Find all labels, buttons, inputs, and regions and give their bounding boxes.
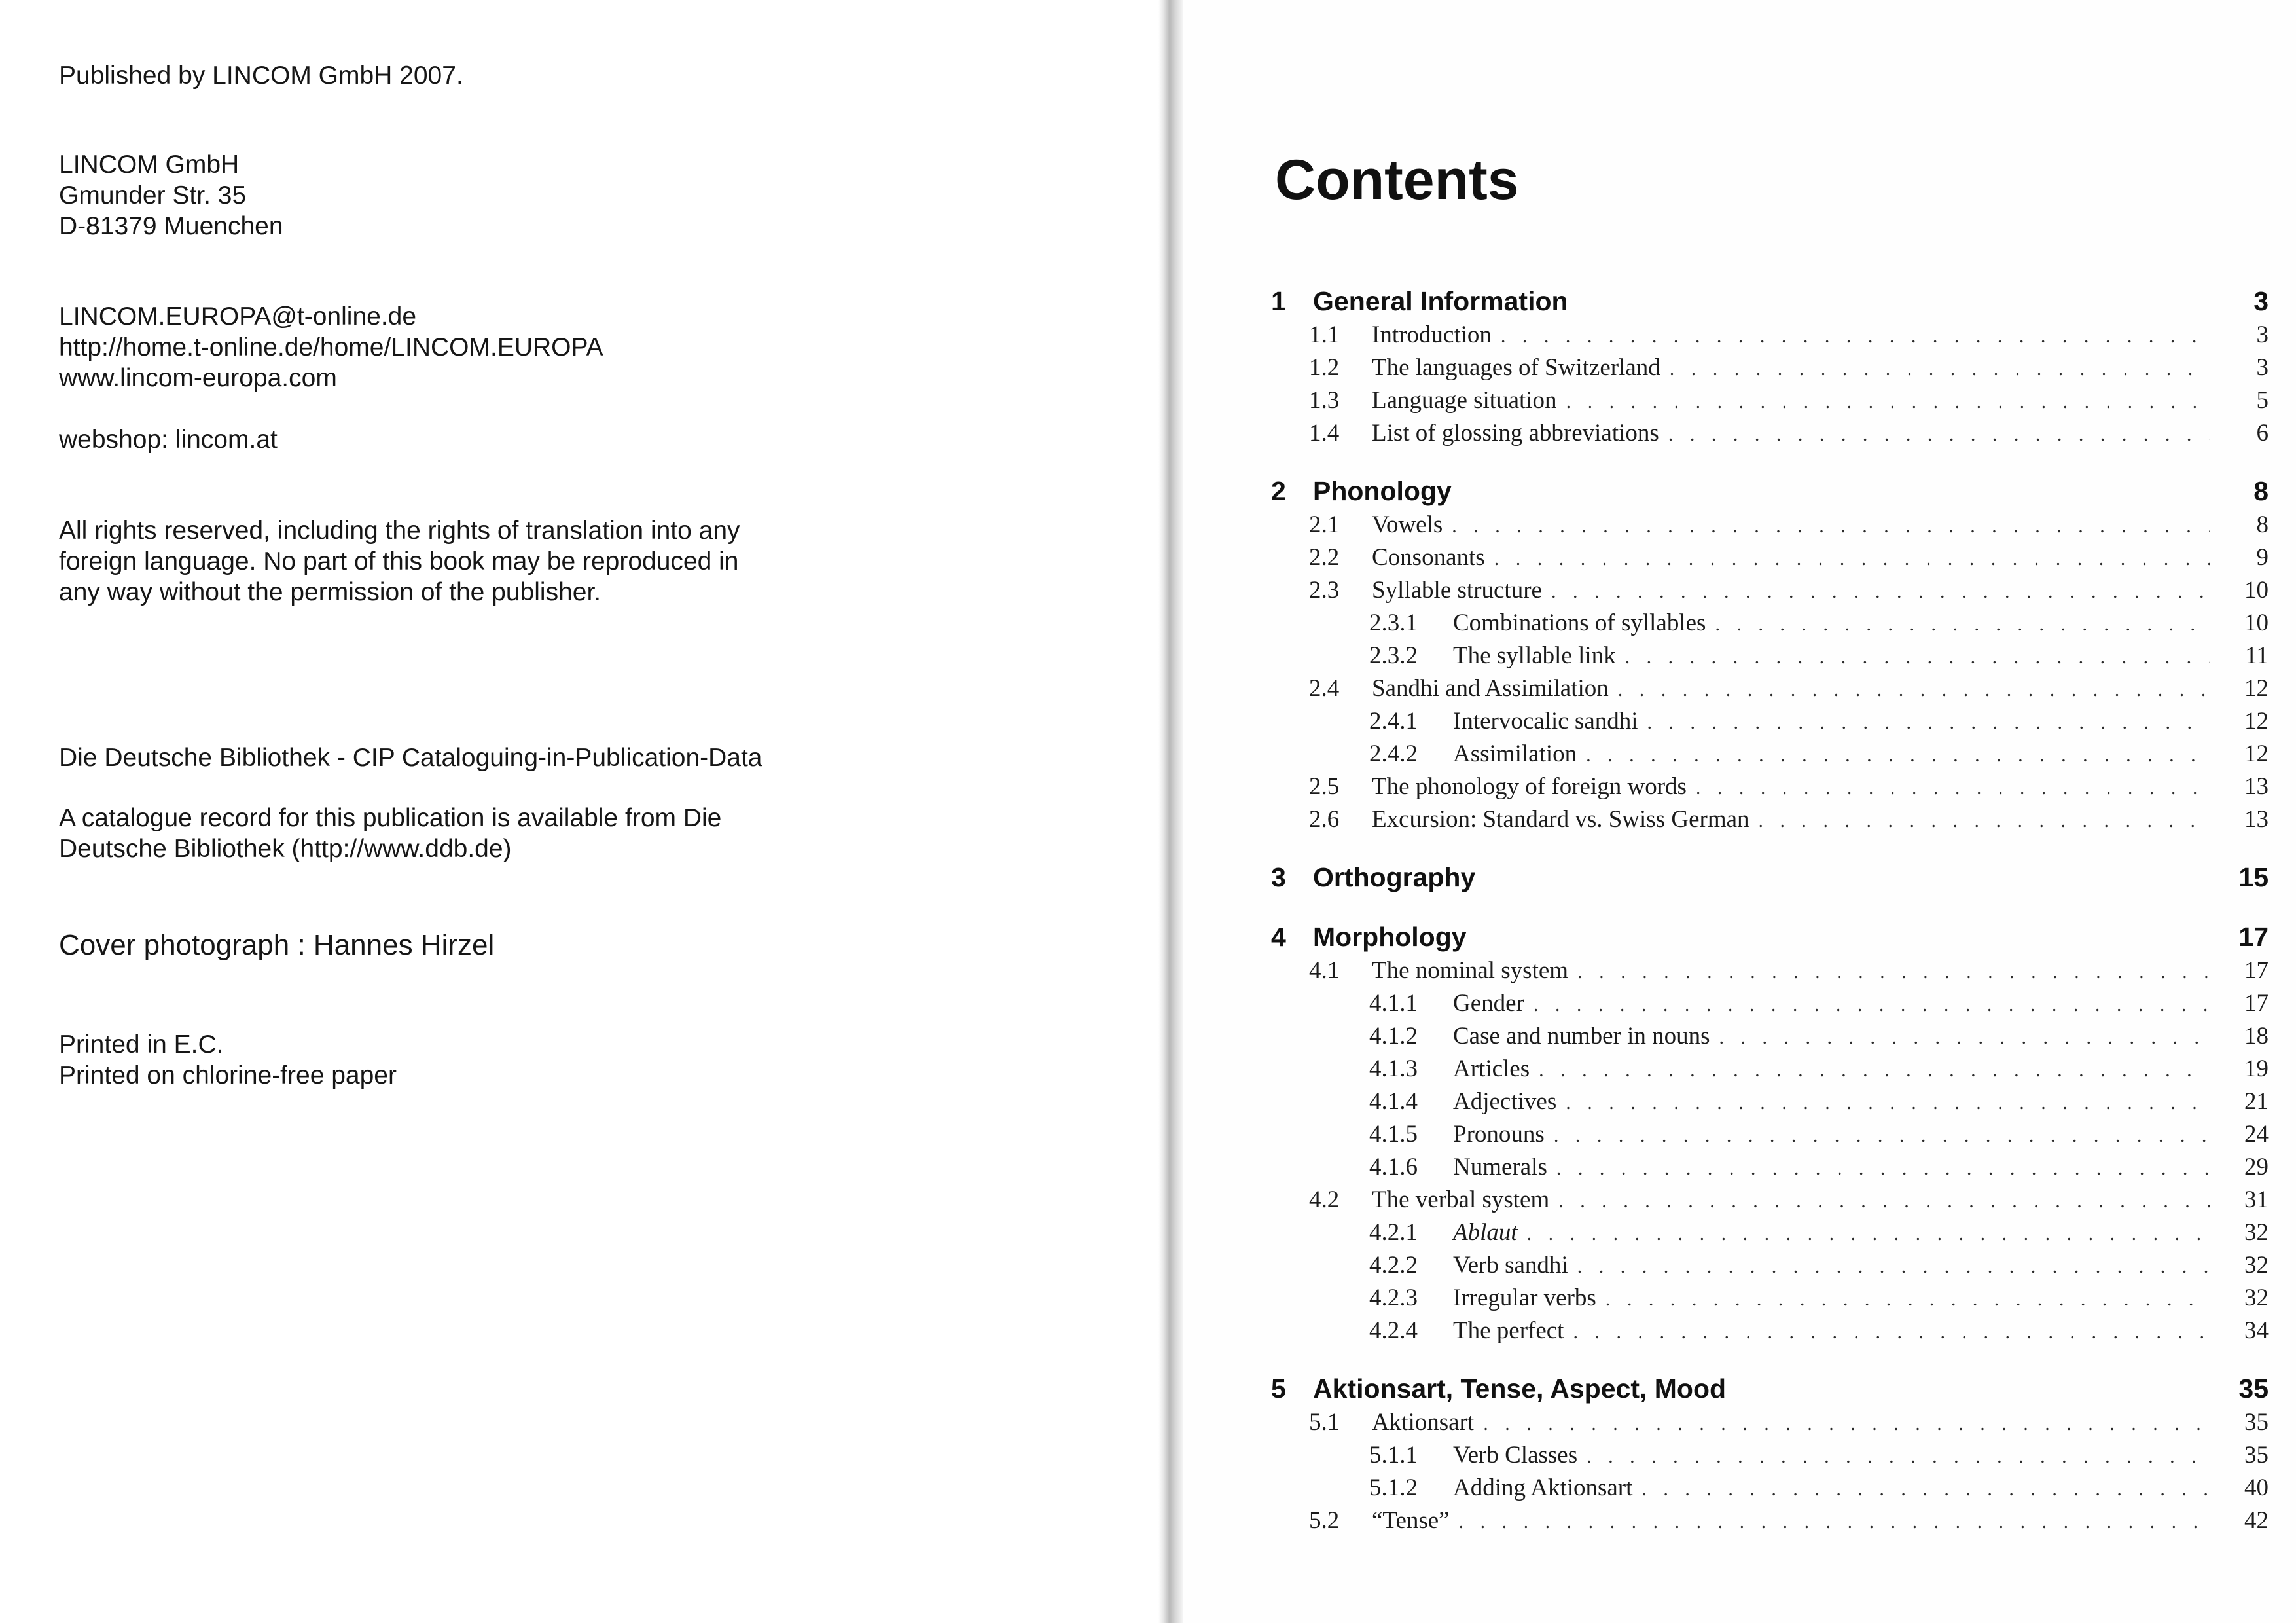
page-number: 29 <box>2244 1154 2269 1180</box>
page-number: 8 <box>2253 476 2269 506</box>
section-number: 5.2 <box>1309 1507 1340 1534</box>
section-title: Sandhi and Assimilation <box>1372 675 1609 702</box>
chapter-title: Aktionsart, Tense, Aspect, Mood <box>1313 1374 1727 1404</box>
book-gutter <box>1158 0 1183 1623</box>
page-number: 12 <box>2244 740 2269 767</box>
dot-leader <box>1452 515 2210 541</box>
toc-subsection[interactable] <box>1369 1251 2269 1284</box>
dot-leader <box>1587 1446 2210 1472</box>
toc-section[interactable] <box>1309 419 2269 452</box>
dot-leader <box>1577 1256 2210 1282</box>
subsection-number: 4.2.3 <box>1369 1285 1418 1311</box>
toc-section[interactable] <box>1309 1186 2269 1218</box>
page-number: 3 <box>2253 286 2269 316</box>
toc-section[interactable] <box>1309 674 2269 707</box>
subsection-number: 2.3.1 <box>1369 610 1418 636</box>
subsection-number: 5.1.1 <box>1369 1442 1418 1468</box>
contents-heading: Contents <box>1275 149 1519 211</box>
toc-section[interactable] <box>1309 321 2269 354</box>
toc-section[interactable] <box>1309 386 2269 419</box>
subsection-number: 2.3.2 <box>1369 642 1418 669</box>
homepage-link[interactable]: http://home.t-online.de/home/LINCOM.EUROPA <box>59 333 603 361</box>
subsection-number: 4.1.6 <box>1369 1154 1418 1180</box>
section-title: “Tense” <box>1372 1507 1450 1534</box>
page-number: 19 <box>2244 1055 2269 1082</box>
dot-leader <box>1566 1092 2210 1118</box>
toc-subsection[interactable] <box>1369 1087 2269 1120</box>
address-line: D-81379 Muenchen <box>59 212 283 240</box>
toc-subsection[interactable] <box>1369 1474 2269 1506</box>
toc-subsection[interactable] <box>1369 1153 2269 1186</box>
page-number: 21 <box>2244 1088 2269 1115</box>
subsection-number: 4.2.2 <box>1369 1252 1418 1279</box>
page-number: 17 <box>2244 990 2269 1017</box>
toc-subsection[interactable] <box>1369 1218 2269 1251</box>
website-link[interactable]: www.lincom-europa.com <box>59 364 337 392</box>
dot-leader <box>1501 325 2210 352</box>
section-title: List of glossing abbreviations <box>1372 420 1659 447</box>
toc-subsection[interactable] <box>1369 1441 2269 1474</box>
chapter-title: General Information <box>1313 286 1568 316</box>
page-number: 35 <box>2238 1374 2269 1404</box>
subsection-title: The perfect <box>1453 1317 1564 1344</box>
rights-text: foreign language. No part of this book may be reproduced in <box>59 547 739 575</box>
page-number: 3 <box>2256 321 2269 348</box>
dot-leader <box>1534 994 2210 1020</box>
toc-chapter-2[interactable] <box>1271 476 2269 513</box>
page-number: 10 <box>2244 577 2269 604</box>
section-number: 2.4 <box>1309 675 1340 702</box>
toc-subsection[interactable] <box>1369 1317 2269 1349</box>
toc-section[interactable] <box>1309 1408 2269 1441</box>
dot-leader <box>1719 1027 2210 1053</box>
subsection-title: Case and number in nouns <box>1453 1023 1710 1049</box>
dot-leader <box>1715 613 2210 640</box>
section-title: The verbal system <box>1372 1186 1550 1213</box>
address-line: Gmunder Str. 35 <box>59 181 247 210</box>
page-number: 9 <box>2256 544 2269 571</box>
page-number: 17 <box>2238 922 2269 952</box>
publisher-line: Published by LINCOM GmbH 2007. <box>59 62 463 90</box>
cover-photo-credit: Cover photograph : Hannes Hirzel <box>59 929 495 961</box>
dot-leader <box>1605 1288 2210 1315</box>
chapter-number: 1 <box>1271 286 1286 316</box>
address-line: LINCOM GmbH <box>59 151 240 179</box>
toc-subsection[interactable] <box>1369 642 2269 674</box>
section-number: 1.3 <box>1309 387 1340 414</box>
dot-leader <box>1483 1413 2210 1439</box>
page-number: 35 <box>2244 1442 2269 1468</box>
dot-leader <box>1539 1059 2210 1085</box>
section-title: Language situation <box>1372 387 1557 414</box>
toc-section[interactable] <box>1309 957 2269 989</box>
toc-section[interactable] <box>1309 511 2269 543</box>
section-number: 2.6 <box>1309 806 1340 833</box>
page-number: 42 <box>2244 1507 2269 1534</box>
page-number: 32 <box>2244 1285 2269 1311</box>
subsection-title: Ablaut <box>1453 1219 1518 1246</box>
chapter-number: 4 <box>1271 922 1286 952</box>
dot-leader <box>1670 358 2210 384</box>
subsection-number: 2.4.1 <box>1369 708 1418 735</box>
subsection-number: 5.1.2 <box>1369 1474 1418 1501</box>
dot-leader <box>1586 744 2210 771</box>
subsection-title: Pronouns <box>1453 1121 1545 1148</box>
subsection-title: Assimilation <box>1453 740 1577 767</box>
chapter-title: Morphology <box>1313 922 1467 952</box>
rights-text: any way without the permission of the publisher. <box>59 578 601 606</box>
printed-line: Printed on chlorine-free paper <box>59 1061 397 1089</box>
toc-section[interactable] <box>1309 576 2269 609</box>
page-number: 40 <box>2244 1474 2269 1501</box>
toc-subsection[interactable] <box>1369 1055 2269 1087</box>
chapter-title: Phonology <box>1313 476 1452 506</box>
section-number: 2.5 <box>1309 773 1340 800</box>
page-number: 11 <box>2245 642 2269 669</box>
dot-leader <box>1618 679 2210 705</box>
subsection-number: 4.2.1 <box>1369 1219 1418 1246</box>
page-number: 13 <box>2244 806 2269 833</box>
section-number: 2.2 <box>1309 544 1340 571</box>
subsection-number: 4.1.4 <box>1369 1088 1418 1115</box>
toc-chapter-5[interactable] <box>1271 1374 2269 1410</box>
toc-subsection[interactable] <box>1369 989 2269 1022</box>
subsection-number: 4.1.5 <box>1369 1121 1418 1148</box>
subsection-number: 2.4.2 <box>1369 740 1418 767</box>
section-title: Excursion: Standard vs. Swiss German <box>1372 806 1749 833</box>
section-number: 4.2 <box>1309 1186 1340 1213</box>
subsection-title: Verb sandhi <box>1453 1252 1568 1279</box>
printed-line: Printed in E.C. <box>59 1030 224 1059</box>
dot-leader <box>1641 1478 2210 1504</box>
page-number: 32 <box>2244 1252 2269 1279</box>
subsection-title: Articles <box>1453 1055 1530 1082</box>
toc-subsection[interactable] <box>1369 609 2269 642</box>
toc-subsection[interactable] <box>1369 1022 2269 1055</box>
subsection-number: 4.2.4 <box>1369 1317 1418 1344</box>
dot-leader <box>1696 777 2210 803</box>
subsection-title: The syllable link <box>1453 642 1616 669</box>
section-number: 2.1 <box>1309 511 1340 538</box>
dot-leader <box>1554 1125 2210 1151</box>
section-title: Introduction <box>1372 321 1492 348</box>
page-number: 12 <box>2244 708 2269 735</box>
toc-section[interactable] <box>1309 773 2269 805</box>
chapter-number: 3 <box>1271 862 1286 892</box>
subsection-number: 4.1.1 <box>1369 990 1418 1017</box>
page-number: 32 <box>2244 1219 2269 1246</box>
page-number: 34 <box>2244 1317 2269 1344</box>
subsection-title: Verb Classes <box>1453 1442 1578 1468</box>
section-number: 1.1 <box>1309 321 1340 348</box>
subsection-title: Intervocalic sandhi <box>1453 708 1638 735</box>
dot-leader <box>1556 1158 2210 1184</box>
page-number: 31 <box>2244 1186 2269 1213</box>
section-number: 2.3 <box>1309 577 1340 604</box>
email-link[interactable]: LINCOM.EUROPA@t-online.de <box>59 302 417 331</box>
toc-subsection[interactable] <box>1369 1120 2269 1153</box>
subsection-title: Adjectives <box>1453 1088 1557 1115</box>
section-number: 1.2 <box>1309 354 1340 381</box>
section-title: The phonology of foreign words <box>1372 773 1687 800</box>
chapter-number: 5 <box>1271 1374 1286 1404</box>
section-title: The languages of Switzerland <box>1372 354 1660 381</box>
toc-chapter-4[interactable] <box>1271 922 2269 958</box>
section-title: The nominal system <box>1372 957 1569 984</box>
dot-leader <box>1494 548 2210 574</box>
subsection-title: Combinations of syllables <box>1453 610 1706 636</box>
page-number: 5 <box>2256 387 2269 414</box>
section-number: 1.4 <box>1309 420 1340 447</box>
subsection-title: Gender <box>1453 990 1524 1017</box>
cip-heading: Die Deutsche Bibliothek - CIP Cataloguing-in-Publication-Data <box>59 744 762 772</box>
page-number: 24 <box>2244 1121 2269 1148</box>
toc-section[interactable] <box>1309 354 2269 386</box>
dot-leader <box>1668 424 2210 450</box>
page-number: 8 <box>2256 511 2269 538</box>
toc-subsection[interactable] <box>1369 1284 2269 1317</box>
page-number: 35 <box>2244 1409 2269 1436</box>
page-number: 10 <box>2244 610 2269 636</box>
chapter-number: 2 <box>1271 476 1286 506</box>
rights-text: All rights reserved, including the rights of translation into any <box>59 517 740 545</box>
dot-leader <box>1551 581 2210 607</box>
catalogue-text: A catalogue record for this publication is available from Die <box>59 804 722 832</box>
dot-leader <box>1625 646 2210 672</box>
toc-chapter-1[interactable] <box>1271 286 2269 323</box>
section-title: Syllable structure <box>1372 577 1542 604</box>
dot-leader <box>1527 1223 2210 1249</box>
section-title: Vowels <box>1372 511 1443 538</box>
dot-leader <box>1759 810 2210 836</box>
page-number: 18 <box>2244 1023 2269 1049</box>
toc-section[interactable] <box>1309 805 2269 838</box>
toc-section[interactable] <box>1309 543 2269 576</box>
toc-chapter-3[interactable] <box>1271 862 2269 899</box>
section-title: Consonants <box>1372 544 1485 571</box>
section-title: Aktionsart <box>1372 1409 1475 1436</box>
section-number: 4.1 <box>1309 957 1340 984</box>
webshop-line: webshop: lincom.at <box>59 426 278 454</box>
page-number: 3 <box>2256 354 2269 381</box>
page-number: 6 <box>2256 420 2269 447</box>
dot-leader <box>1558 1190 2210 1216</box>
catalogue-text: Deutsche Bibliothek (http://www.ddb.de) <box>59 835 512 863</box>
toc-subsection[interactable] <box>1369 707 2269 740</box>
toc-subsection[interactable] <box>1369 740 2269 773</box>
page-number: 17 <box>2244 957 2269 984</box>
page-number: 13 <box>2244 773 2269 800</box>
page-number: 15 <box>2238 862 2269 892</box>
dot-leader <box>1566 391 2210 417</box>
dot-leader <box>1577 961 2210 987</box>
toc-section[interactable] <box>1309 1506 2269 1539</box>
subsection-title: Adding Aktionsart <box>1453 1474 1633 1501</box>
dot-leader <box>1647 712 2210 738</box>
subsection-title: Numerals <box>1453 1154 1547 1180</box>
subsection-title: Irregular verbs <box>1453 1285 1596 1311</box>
page-number: 12 <box>2244 675 2269 702</box>
chapter-title: Orthography <box>1313 862 1476 892</box>
dot-leader <box>1459 1511 2210 1537</box>
section-number: 5.1 <box>1309 1409 1340 1436</box>
subsection-number: 4.1.2 <box>1369 1023 1418 1049</box>
subsection-number: 4.1.3 <box>1369 1055 1418 1082</box>
dot-leader <box>1573 1321 2210 1347</box>
